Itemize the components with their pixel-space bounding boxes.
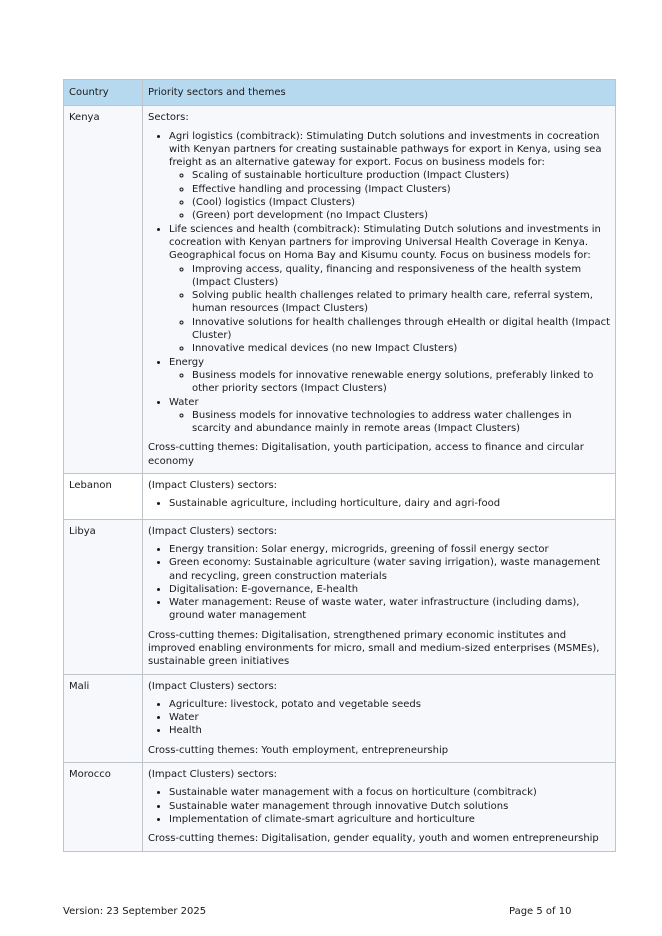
sector-item-text: Green economy: Sustainable agriculture (water saving irrigation), waste management and recycling, green construction materials: [169, 557, 600, 582]
sectors-intro: (Impact Clusters) sectors:: [148, 680, 278, 692]
sector-item: [169, 800, 610, 813]
sectors-intro: (Impact Clusters) sectors:: [148, 769, 278, 781]
sector-item: [169, 786, 610, 799]
sector-item-text: Implementation of climate-smart agriculture and horticulture: [169, 813, 475, 825]
sector-item-text: Water management: Reuse of waste water, water infrastructure (including dams), ground water management: [169, 597, 580, 622]
sector-item-text: Water: [169, 396, 199, 408]
sector-item: [169, 711, 610, 724]
sectors-intro: Sectors:: [148, 112, 189, 124]
country-cell: Libya: [64, 519, 143, 674]
sub-item: ◦ Solving public health challenges related to primary health care, referral system, human resources (Impact Clusters): [192, 289, 610, 316]
sub-item-list: [169, 263, 610, 356]
sub-item-list: [169, 369, 610, 396]
sectors-cell: [143, 519, 616, 674]
sector-item: [169, 356, 610, 396]
country-cell: Mali: [64, 674, 143, 762]
sector-list: [148, 543, 610, 623]
country-cell: Morocco: [64, 763, 143, 851]
sector-item-text: Sustainable agriculture, including horticulture, dairy and agri-food: [169, 498, 501, 510]
sectors-cell: [143, 474, 616, 520]
sector-item-text: Sustainable water management through innovative Dutch solutions: [169, 800, 509, 812]
crosscutting-themes: Cross-cutting themes: Youth employment, entrepreneurship: [148, 744, 449, 756]
sector-item: [169, 813, 610, 826]
table-row: [64, 519, 616, 674]
sector-item-text: Energy transition: Solar energy, microgrids, greening of fossil energy sector: [169, 543, 549, 555]
country-cell: Lebanon: [64, 474, 143, 520]
sector-item-text: Energy: [169, 356, 205, 368]
sector-item: [169, 130, 610, 223]
sector-item-text: Agri logistics (combitrack): Stimulating Dutch solutions and investments in cocreation with Kenyan partners for creating sustainable pathways for export in Kenya, using sea freight as an alternative gateway for export. Focus on business models for:: [169, 130, 602, 169]
sector-item: [169, 596, 610, 623]
sector-list: [148, 698, 610, 738]
sector-item: [169, 223, 610, 356]
sector-item: [169, 556, 610, 583]
sub-item: ◦ Business models for innovative technologies to address water challenges in scarcity and abundance mainly in remote areas (Impact Clusters): [192, 409, 610, 436]
sub-item: ◦ Scaling of sustainable horticulture production (Impact Clusters): [192, 169, 610, 182]
sectors-cell: [143, 674, 616, 762]
column-header-priority-sectors: Priority sectors and themes: [143, 80, 616, 106]
crosscutting-themes: Cross-cutting themes: Digitalisation, strengthened primary economic institutes and improved enabling environments for micro, small and medium-sized enterprises (MSMEs), sustainable green initiatives: [148, 629, 600, 668]
sector-list: [148, 130, 610, 436]
crosscutting-themes: Cross-cutting themes: Digitalisation, gender equality, youth and women entrepreneurship: [148, 833, 599, 845]
sectors-intro: (Impact Clusters) sectors:: [148, 480, 278, 492]
sub-item: ◦ Effective handling and processing (Impact Clusters): [192, 183, 610, 196]
sector-item: [169, 497, 610, 510]
table-row: [64, 474, 616, 520]
sector-item: [169, 698, 610, 711]
country-cell: Kenya: [64, 106, 143, 474]
sector-item: [169, 543, 610, 556]
sectors-intro: (Impact Clusters) sectors:: [148, 525, 278, 537]
sector-item-text: Water: [169, 712, 199, 724]
sector-item: [169, 724, 610, 737]
sector-item-text: Agriculture: livestock, potato and vegetable seeds: [169, 698, 421, 710]
table-header-row: [64, 80, 616, 106]
sub-item: ◦ (Cool) logistics (Impact Clusters): [192, 196, 610, 209]
sub-item: ◦ (Green) port development (no Impact Clusters): [192, 209, 610, 222]
column-header-country: Country: [64, 80, 143, 106]
sector-list: [148, 497, 610, 510]
sector-item-text: Sustainable water management with a focus on horticulture (combitrack): [169, 787, 537, 799]
table-row: [64, 674, 616, 762]
footer-version: Version: 23 September 2025: [63, 906, 207, 917]
sector-item-text: Life sciences and health (combitrack): Stimulating Dutch solutions and investments in cocreation with Kenyan partners for improving Universal Health Coverage in Kenya. Geographical focus on Homa Bay and Kisumu county. Focus on business models for:: [169, 223, 601, 262]
sectors-cell: [143, 763, 616, 851]
sub-item: ◦ Innovative medical devices (no new Impact Clusters): [192, 342, 610, 355]
sector-item-text: Health: [169, 725, 202, 737]
table-body: [64, 106, 616, 851]
sector-list: [148, 786, 610, 826]
sector-item-text: Digitalisation: E-governance, E-health: [169, 583, 359, 595]
sub-item-list: [169, 409, 610, 436]
table-row: [64, 106, 616, 474]
crosscutting-themes: Cross-cutting themes: Digitalisation, youth participation, access to finance and circular economy: [148, 442, 584, 467]
table-row: [64, 763, 616, 851]
sector-item: [169, 396, 610, 436]
sub-item: ◦ Business models for innovative renewable energy solutions, preferably linked to other priority sectors (Impact Clusters): [192, 369, 610, 396]
sub-item: ◦ Innovative solutions for health challenges through eHealth or digital health (Impact Cluster): [192, 316, 610, 343]
sectors-cell: [143, 106, 616, 474]
sub-item: ◦ Improving access, quality, financing and responsiveness of the health system (Impact Clusters): [192, 263, 610, 290]
sector-item: [169, 583, 610, 596]
priority-sectors-table: [63, 79, 616, 852]
footer-page-number: Page 5 of 10: [509, 906, 572, 917]
sub-item-list: [169, 169, 610, 222]
